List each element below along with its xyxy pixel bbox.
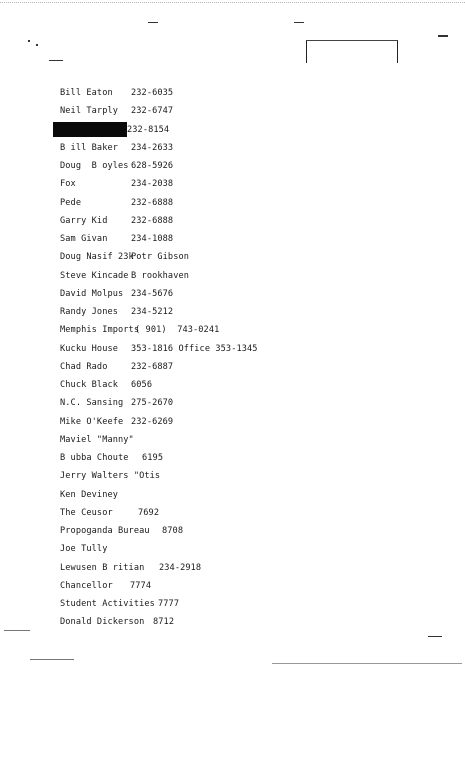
list-item	[60, 321, 440, 339]
contact-number: 232-6269	[131, 416, 174, 427]
contact-number: 234-2918	[159, 562, 202, 573]
list-item	[60, 230, 440, 248]
contact-name: Chuck Black	[60, 380, 119, 390]
contact-number: 232-6888	[131, 215, 174, 226]
contact-name: Joe Tully	[60, 544, 108, 555]
list-item	[60, 194, 440, 212]
list-item	[60, 157, 440, 175]
list-item	[60, 413, 440, 431]
scan-mark	[148, 22, 158, 23]
list-item	[60, 504, 440, 522]
contact-number: 7774	[130, 580, 152, 591]
redaction-block	[53, 122, 127, 137]
contact-number: 353-1816 Office 353-1345	[131, 343, 258, 354]
contact-name: Donald Dickerson	[60, 617, 145, 628]
scan-mark	[428, 636, 442, 637]
list-item	[60, 102, 440, 120]
list-item	[60, 486, 440, 504]
list-item	[60, 522, 440, 540]
contact-number: 232-6747	[131, 106, 174, 117]
contact-number: 8712	[153, 617, 175, 628]
list-item	[60, 303, 440, 321]
list-item	[60, 394, 440, 412]
contact-name: Randy Jones	[60, 307, 119, 317]
list-item	[60, 613, 440, 631]
list-item	[60, 139, 440, 157]
contact-number: 234-5676	[131, 288, 174, 299]
contact-name: Kucku House	[60, 343, 119, 354]
contact-number: 232-6887	[131, 361, 174, 372]
contact-name: Steve Kincade	[60, 270, 129, 281]
contact-name: Chancellor	[60, 580, 113, 591]
contact-name: Doug Nasif 23k	[60, 252, 134, 263]
contact-name: Chad Rado	[60, 361, 108, 372]
list-item	[60, 540, 440, 558]
contact-number: 232-6888	[131, 197, 174, 208]
contact-number: 7777	[158, 599, 180, 609]
contact-name: Lewusen B ritian	[60, 562, 145, 573]
contact-name: Fox	[60, 179, 76, 190]
contact-number: 8708	[162, 526, 184, 536]
contact-name: Maviel "Manny"	[60, 434, 134, 445]
contact-name: Bill Eaton	[60, 88, 113, 98]
contact-number: 6195	[142, 453, 164, 463]
contact-number: 232-6035	[131, 88, 174, 98]
list-item	[60, 121, 440, 139]
scan-mark	[294, 22, 304, 23]
list-item	[60, 595, 440, 613]
scan-mark	[438, 35, 448, 37]
list-item	[60, 267, 440, 285]
list-item	[60, 175, 440, 193]
contact-number: 234-1088	[131, 234, 174, 244]
contact-name: B ill Baker	[60, 142, 119, 153]
list-item	[60, 212, 440, 230]
list-item	[60, 467, 440, 485]
list-item	[60, 340, 440, 358]
scan-line	[272, 663, 462, 664]
contact-name: Mike O'Keefe	[60, 416, 124, 427]
list-item	[60, 248, 440, 266]
list-item	[60, 376, 440, 394]
contact-name: Neil Tarply	[60, 106, 119, 117]
contact-name: Ken Deviney	[60, 489, 119, 500]
contact-number: 234-5212	[131, 307, 174, 317]
contact-number: 6056	[131, 380, 153, 390]
list-item	[60, 285, 440, 303]
contact-number: 275-2670	[131, 398, 174, 409]
phone-listing	[60, 84, 440, 632]
contact-name: Student Activities	[60, 599, 155, 609]
contact-name: Propoganda Bureau	[60, 526, 150, 536]
contact-name: David Molpus	[60, 288, 124, 299]
contact-name: Sam Givan	[60, 234, 108, 244]
list-item	[60, 559, 440, 577]
scan-mark	[49, 60, 63, 61]
contact-number: 7692	[138, 507, 160, 518]
contact-name: Jerry Walters "Otis	[60, 471, 161, 482]
scan-mark	[28, 40, 30, 42]
contact-name: Pede	[60, 197, 82, 208]
contact-number: 628-5926	[131, 161, 174, 171]
top-edge-dotted-line	[0, 2, 465, 3]
scan-mark	[36, 44, 38, 46]
contact-name: Garry Kid	[60, 215, 108, 226]
contact-name: Doug B oyles	[60, 161, 129, 171]
contact-number: 234-2038	[131, 179, 174, 190]
list-item	[60, 84, 440, 102]
scan-line	[30, 659, 74, 660]
list-item	[60, 449, 440, 467]
scan-line	[4, 630, 30, 631]
list-item	[60, 431, 440, 449]
contact-number: 234-2633	[131, 142, 174, 153]
contact-number: 232-8154	[127, 124, 170, 135]
contact-name: Memphis Imports	[60, 325, 140, 336]
contact-name: B ubba Choute	[60, 453, 129, 463]
corner-bracket-mark	[306, 40, 398, 63]
contact-number: Potr Gibson	[131, 252, 190, 263]
list-item	[60, 577, 440, 595]
contact-number: B rookhaven	[131, 270, 190, 281]
contact-name: N.C. Sansing	[60, 398, 124, 409]
contact-name: The Ceusor	[60, 507, 113, 518]
contact-number: ( 901) 743-0241	[135, 325, 220, 336]
list-item	[60, 358, 440, 376]
